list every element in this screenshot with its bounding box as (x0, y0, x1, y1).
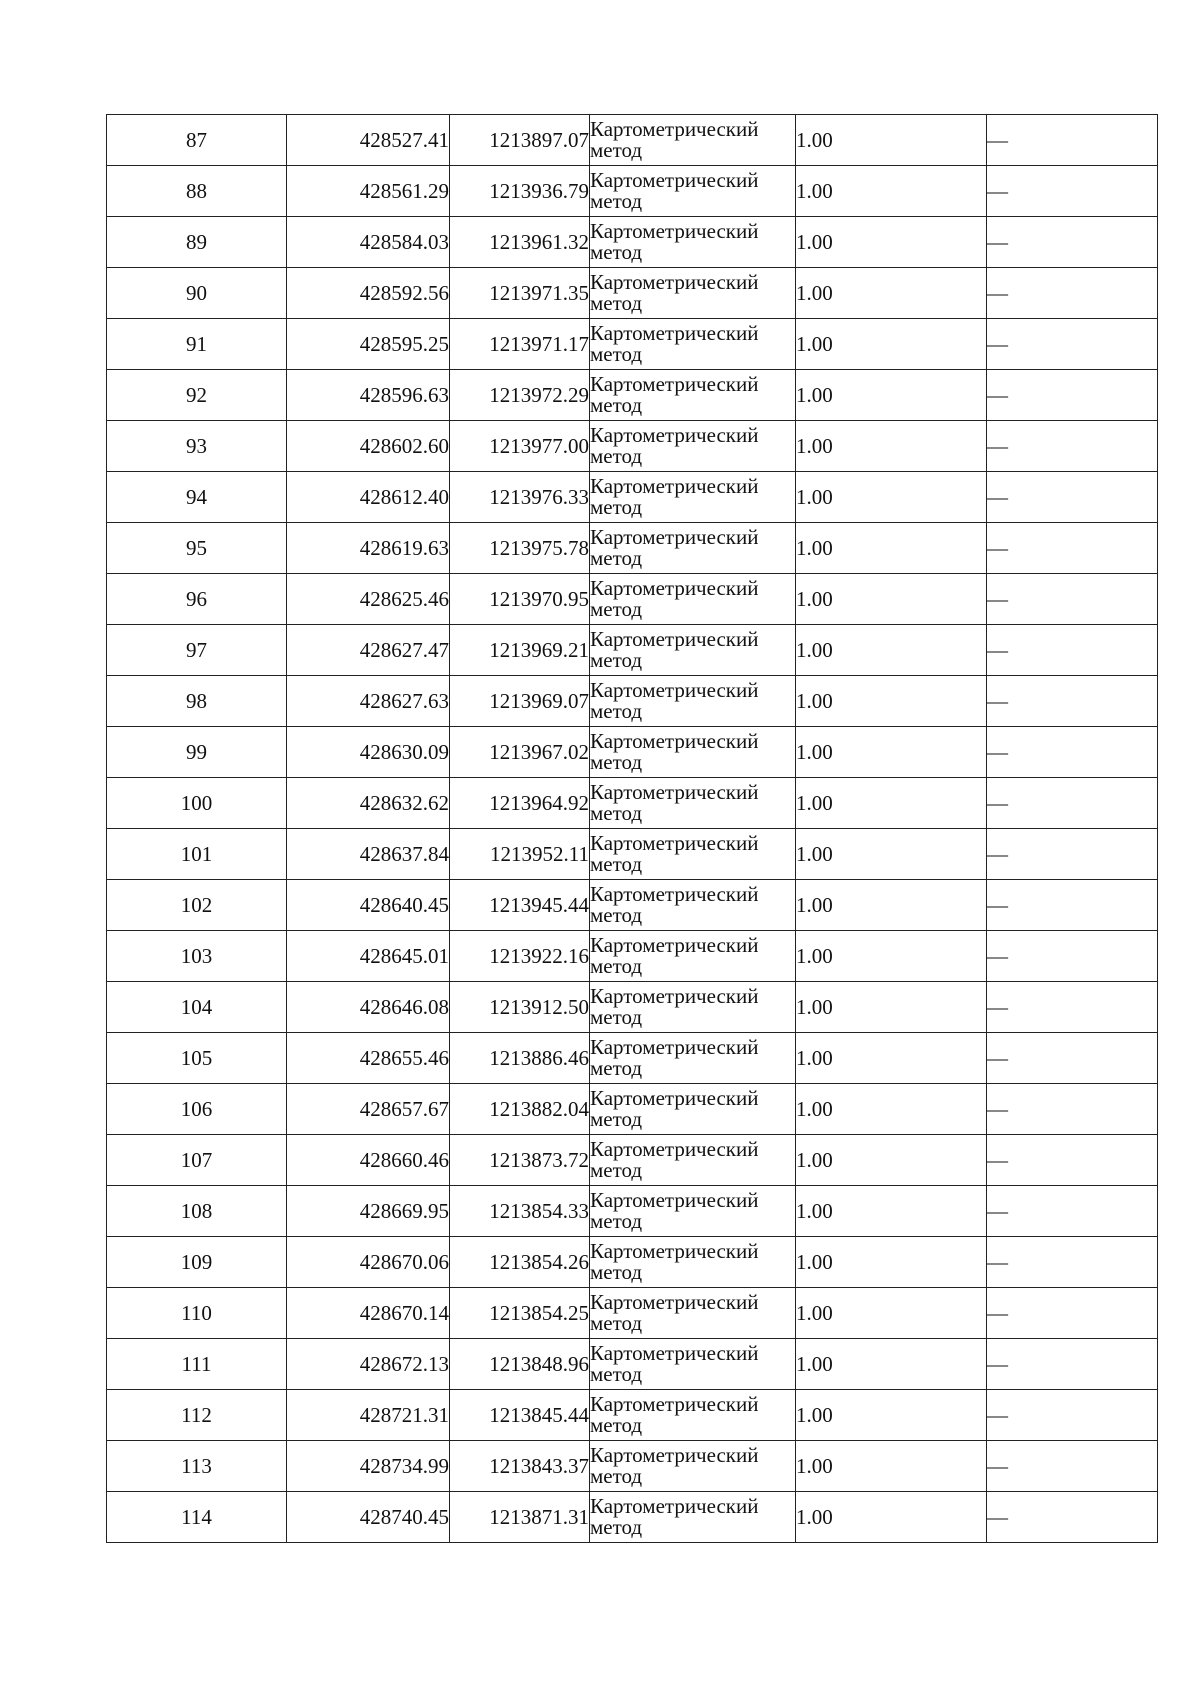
description-cell: — (987, 931, 1158, 982)
description-cell: — (987, 1288, 1158, 1339)
coordinate-y-cell: 1213971.35 (450, 268, 590, 319)
method-cell (590, 625, 796, 676)
coordinate-y-cell: 1213854.26 (450, 1237, 590, 1288)
description-cell: — (987, 1135, 1158, 1186)
method-line-2: метод (590, 801, 643, 825)
accuracy-cell: 1.00 (796, 625, 987, 676)
method-line-2: метод (590, 903, 643, 927)
table-row (107, 1135, 1158, 1186)
coordinate-y-cell: 1213969.21 (450, 625, 590, 676)
method-line-2: метод (590, 189, 643, 213)
coordinate-x-cell: 428734.99 (287, 1441, 450, 1492)
coordinate-y-cell: 1213873.72 (450, 1135, 590, 1186)
method-line-2: метод (590, 1515, 643, 1539)
table-row (107, 472, 1158, 523)
point-number-cell: 97 (107, 625, 287, 676)
point-number-cell: 109 (107, 1237, 287, 1288)
method-line-2: метод (590, 1311, 643, 1335)
accuracy-cell: 1.00 (796, 1288, 987, 1339)
point-number-cell: 91 (107, 319, 287, 370)
method-line-1: Картометрический (590, 1494, 759, 1518)
coordinate-y-cell: 1213886.46 (450, 1033, 590, 1084)
description-cell: — (987, 268, 1158, 319)
accuracy-cell: 1.00 (796, 268, 987, 319)
coordinate-y-cell: 1213967.02 (450, 727, 590, 778)
table-row (107, 421, 1158, 472)
method-line-1: Картометрический (590, 1086, 759, 1110)
accuracy-cell: 1.00 (796, 1441, 987, 1492)
accuracy-cell: 1.00 (796, 472, 987, 523)
point-number-cell: 101 (107, 829, 287, 880)
coordinate-x-cell: 428627.47 (287, 625, 450, 676)
method-line-1: Картометрический (590, 474, 759, 498)
table-row (107, 166, 1158, 217)
coordinate-x-cell: 428645.01 (287, 931, 450, 982)
table-row (107, 727, 1158, 778)
method-cell (590, 727, 796, 778)
method-line-1: Картометрический (590, 321, 759, 345)
method-line-2: метод (590, 1005, 643, 1029)
point-number-cell: 114 (107, 1492, 287, 1543)
coordinate-x-cell: 428627.63 (287, 676, 450, 727)
method-line-1: Картометрический (590, 576, 759, 600)
point-number-cell: 88 (107, 166, 287, 217)
point-number-cell: 110 (107, 1288, 287, 1339)
coordinate-y-cell: 1213922.16 (450, 931, 590, 982)
method-line-1: Картометрический (590, 1188, 759, 1212)
coordinate-x-cell: 428630.09 (287, 727, 450, 778)
coordinate-x-cell: 428640.45 (287, 880, 450, 931)
point-number-cell: 95 (107, 523, 287, 574)
method-cell (590, 1492, 796, 1543)
method-line-2: метод (590, 1260, 643, 1284)
point-number-cell: 90 (107, 268, 287, 319)
coordinate-x-cell: 428592.56 (287, 268, 450, 319)
method-line-2: метод (590, 954, 643, 978)
method-cell (590, 1339, 796, 1390)
method-line-1: Картометрический (590, 831, 759, 855)
method-line-2: метод (590, 240, 643, 264)
coordinate-y-cell: 1213972.29 (450, 370, 590, 421)
method-line-1: Картометрический (590, 984, 759, 1008)
coordinate-x-cell: 428670.06 (287, 1237, 450, 1288)
table-row (107, 523, 1158, 574)
coordinates-table (106, 114, 1158, 1543)
coordinate-x-cell: 428670.14 (287, 1288, 450, 1339)
point-number-cell: 105 (107, 1033, 287, 1084)
point-number-cell: 113 (107, 1441, 287, 1492)
method-cell (590, 778, 796, 829)
method-line-1: Картометрический (590, 933, 759, 957)
accuracy-cell: 1.00 (796, 1339, 987, 1390)
description-cell: — (987, 319, 1158, 370)
table-row (107, 829, 1158, 880)
method-cell (590, 1288, 796, 1339)
point-number-cell: 108 (107, 1186, 287, 1237)
method-line-2: метод (590, 699, 643, 723)
description-cell: — (987, 421, 1158, 472)
description-cell: — (987, 1492, 1158, 1543)
method-line-1: Картометрический (590, 372, 759, 396)
coordinate-x-cell: 428595.25 (287, 319, 450, 370)
table-row (107, 625, 1158, 676)
method-line-1: Картометрический (590, 627, 759, 651)
description-cell: — (987, 625, 1158, 676)
coordinate-x-cell: 428527.41 (287, 115, 450, 166)
accuracy-cell: 1.00 (796, 319, 987, 370)
coordinate-y-cell: 1213952.11 (450, 829, 590, 880)
coordinate-x-cell: 428672.13 (287, 1339, 450, 1390)
description-cell: — (987, 472, 1158, 523)
method-line-1: Картометрический (590, 270, 759, 294)
table-row (107, 1492, 1158, 1543)
table-row (107, 574, 1158, 625)
method-cell (590, 370, 796, 421)
description-cell: — (987, 1186, 1158, 1237)
coordinate-x-cell: 428596.63 (287, 370, 450, 421)
method-cell (590, 676, 796, 727)
coordinate-y-cell: 1213970.95 (450, 574, 590, 625)
coordinate-y-cell: 1213912.50 (450, 982, 590, 1033)
accuracy-cell: 1.00 (796, 1084, 987, 1135)
table-row (107, 319, 1158, 370)
method-line-1: Картометрический (590, 678, 759, 702)
accuracy-cell: 1.00 (796, 523, 987, 574)
method-line-2: метод (590, 1209, 643, 1233)
coordinate-x-cell: 428740.45 (287, 1492, 450, 1543)
coordinate-x-cell: 428625.46 (287, 574, 450, 625)
description-cell: — (987, 676, 1158, 727)
coordinate-y-cell: 1213975.78 (450, 523, 590, 574)
table-row (107, 1033, 1158, 1084)
accuracy-cell: 1.00 (796, 115, 987, 166)
method-line-2: метод (590, 750, 643, 774)
method-cell (590, 982, 796, 1033)
coordinate-y-cell: 1213976.33 (450, 472, 590, 523)
description-cell: — (987, 1441, 1158, 1492)
coordinate-x-cell: 428584.03 (287, 217, 450, 268)
table-row (107, 268, 1158, 319)
accuracy-cell: 1.00 (796, 880, 987, 931)
accuracy-cell: 1.00 (796, 1390, 987, 1441)
method-line-1: Картометрический (590, 1341, 759, 1365)
description-cell: — (987, 778, 1158, 829)
coordinate-x-cell: 428561.29 (287, 166, 450, 217)
accuracy-cell: 1.00 (796, 1135, 987, 1186)
method-line-2: метод (590, 1464, 643, 1488)
coordinate-y-cell: 1213964.92 (450, 778, 590, 829)
table-row (107, 1237, 1158, 1288)
table-row (107, 982, 1158, 1033)
method-cell (590, 880, 796, 931)
table-row (107, 931, 1158, 982)
coordinate-x-cell: 428657.67 (287, 1084, 450, 1135)
point-number-cell: 106 (107, 1084, 287, 1135)
method-line-1: Картометрический (590, 882, 759, 906)
coordinate-y-cell: 1213936.79 (450, 166, 590, 217)
method-cell (590, 1084, 796, 1135)
method-cell (590, 829, 796, 880)
method-cell (590, 523, 796, 574)
method-line-2: метод (590, 138, 643, 162)
method-line-1: Картометрический (590, 1137, 759, 1161)
method-cell (590, 574, 796, 625)
coordinate-x-cell: 428637.84 (287, 829, 450, 880)
coordinate-y-cell: 1213871.31 (450, 1492, 590, 1543)
method-line-1: Картометрический (590, 1443, 759, 1467)
method-line-2: метод (590, 546, 643, 570)
coordinate-x-cell: 428655.46 (287, 1033, 450, 1084)
description-cell: — (987, 1339, 1158, 1390)
coordinate-x-cell: 428669.95 (287, 1186, 450, 1237)
method-line-1: Картометрический (590, 780, 759, 804)
coordinate-y-cell: 1213845.44 (450, 1390, 590, 1441)
method-cell (590, 217, 796, 268)
method-line-1: Картометрический (590, 168, 759, 192)
point-number-cell: 112 (107, 1390, 287, 1441)
description-cell: — (987, 574, 1158, 625)
accuracy-cell: 1.00 (796, 421, 987, 472)
method-line-2: метод (590, 1158, 643, 1182)
method-line-2: метод (590, 342, 643, 366)
table-row (107, 1339, 1158, 1390)
method-line-2: метод (590, 444, 643, 468)
coordinate-y-cell: 1213854.25 (450, 1288, 590, 1339)
method-line-1: Картометрический (590, 1239, 759, 1263)
description-cell: — (987, 1237, 1158, 1288)
coordinate-x-cell: 428612.40 (287, 472, 450, 523)
method-cell (590, 1033, 796, 1084)
description-cell: — (987, 523, 1158, 574)
coordinate-x-cell: 428646.08 (287, 982, 450, 1033)
table-row (107, 778, 1158, 829)
table-row (107, 1288, 1158, 1339)
method-line-1: Картометрический (590, 1290, 759, 1314)
point-number-cell: 98 (107, 676, 287, 727)
point-number-cell: 107 (107, 1135, 287, 1186)
method-line-2: метод (590, 393, 643, 417)
table-row (107, 370, 1158, 421)
point-number-cell: 102 (107, 880, 287, 931)
description-cell: — (987, 115, 1158, 166)
table-row (107, 115, 1158, 166)
method-line-2: метод (590, 1056, 643, 1080)
description-cell: — (987, 217, 1158, 268)
description-cell: — (987, 829, 1158, 880)
table-row (107, 1186, 1158, 1237)
description-cell: — (987, 370, 1158, 421)
accuracy-cell: 1.00 (796, 1186, 987, 1237)
method-line-1: Картометрический (590, 1035, 759, 1059)
accuracy-cell: 1.00 (796, 727, 987, 778)
method-line-2: метод (590, 648, 643, 672)
accuracy-cell: 1.00 (796, 676, 987, 727)
point-number-cell: 100 (107, 778, 287, 829)
table-row (107, 880, 1158, 931)
accuracy-cell: 1.00 (796, 370, 987, 421)
coordinate-y-cell: 1213971.17 (450, 319, 590, 370)
method-line-1: Картометрический (590, 219, 759, 243)
coordinate-x-cell: 428619.63 (287, 523, 450, 574)
method-line-2: метод (590, 1362, 643, 1386)
method-cell (590, 421, 796, 472)
accuracy-cell: 1.00 (796, 829, 987, 880)
accuracy-cell: 1.00 (796, 217, 987, 268)
table-row (107, 1390, 1158, 1441)
method-line-2: метод (590, 852, 643, 876)
table-row (107, 1084, 1158, 1135)
description-cell: — (987, 1390, 1158, 1441)
method-cell (590, 115, 796, 166)
method-line-1: Картометрический (590, 525, 759, 549)
accuracy-cell: 1.00 (796, 1033, 987, 1084)
point-number-cell: 104 (107, 982, 287, 1033)
coordinate-x-cell: 428632.62 (287, 778, 450, 829)
method-cell (590, 931, 796, 982)
method-line-1: Картометрический (590, 423, 759, 447)
point-number-cell: 111 (107, 1339, 287, 1390)
method-cell (590, 1135, 796, 1186)
description-cell: — (987, 166, 1158, 217)
description-cell: — (987, 727, 1158, 778)
coordinate-y-cell: 1213843.37 (450, 1441, 590, 1492)
accuracy-cell: 1.00 (796, 166, 987, 217)
method-cell (590, 166, 796, 217)
point-number-cell: 103 (107, 931, 287, 982)
accuracy-cell: 1.00 (796, 931, 987, 982)
description-cell: — (987, 880, 1158, 931)
coordinate-x-cell: 428721.31 (287, 1390, 450, 1441)
table-row (107, 217, 1158, 268)
description-cell: — (987, 1033, 1158, 1084)
method-line-1: Картометрический (590, 729, 759, 753)
coordinate-y-cell: 1213854.33 (450, 1186, 590, 1237)
accuracy-cell: 1.00 (796, 982, 987, 1033)
coordinate-y-cell: 1213848.96 (450, 1339, 590, 1390)
point-number-cell: 89 (107, 217, 287, 268)
accuracy-cell: 1.00 (796, 574, 987, 625)
coordinate-y-cell: 1213897.07 (450, 115, 590, 166)
coordinate-x-cell: 428602.60 (287, 421, 450, 472)
description-cell: — (987, 982, 1158, 1033)
point-number-cell: 87 (107, 115, 287, 166)
method-cell (590, 1186, 796, 1237)
method-cell (590, 472, 796, 523)
coordinate-y-cell: 1213961.32 (450, 217, 590, 268)
accuracy-cell: 1.00 (796, 778, 987, 829)
coordinate-y-cell: 1213945.44 (450, 880, 590, 931)
method-line-2: метод (590, 1413, 643, 1437)
method-line-2: метод (590, 291, 643, 315)
coordinates-table-body (107, 115, 1158, 1543)
accuracy-cell: 1.00 (796, 1492, 987, 1543)
method-line-2: метод (590, 597, 643, 621)
method-line-1: Картометрический (590, 117, 759, 141)
method-cell (590, 1390, 796, 1441)
point-number-cell: 92 (107, 370, 287, 421)
method-line-2: метод (590, 1107, 643, 1131)
method-line-1: Картометрический (590, 1392, 759, 1416)
coordinate-x-cell: 428660.46 (287, 1135, 450, 1186)
point-number-cell: 96 (107, 574, 287, 625)
coordinate-y-cell: 1213977.00 (450, 421, 590, 472)
description-cell: — (987, 1084, 1158, 1135)
accuracy-cell: 1.00 (796, 1237, 987, 1288)
method-cell (590, 1237, 796, 1288)
method-cell (590, 268, 796, 319)
point-number-cell: 93 (107, 421, 287, 472)
method-line-2: метод (590, 495, 643, 519)
point-number-cell: 94 (107, 472, 287, 523)
table-row (107, 1441, 1158, 1492)
table-row (107, 676, 1158, 727)
method-cell (590, 1441, 796, 1492)
method-cell (590, 319, 796, 370)
point-number-cell: 99 (107, 727, 287, 778)
coordinate-y-cell: 1213969.07 (450, 676, 590, 727)
coordinate-y-cell: 1213882.04 (450, 1084, 590, 1135)
